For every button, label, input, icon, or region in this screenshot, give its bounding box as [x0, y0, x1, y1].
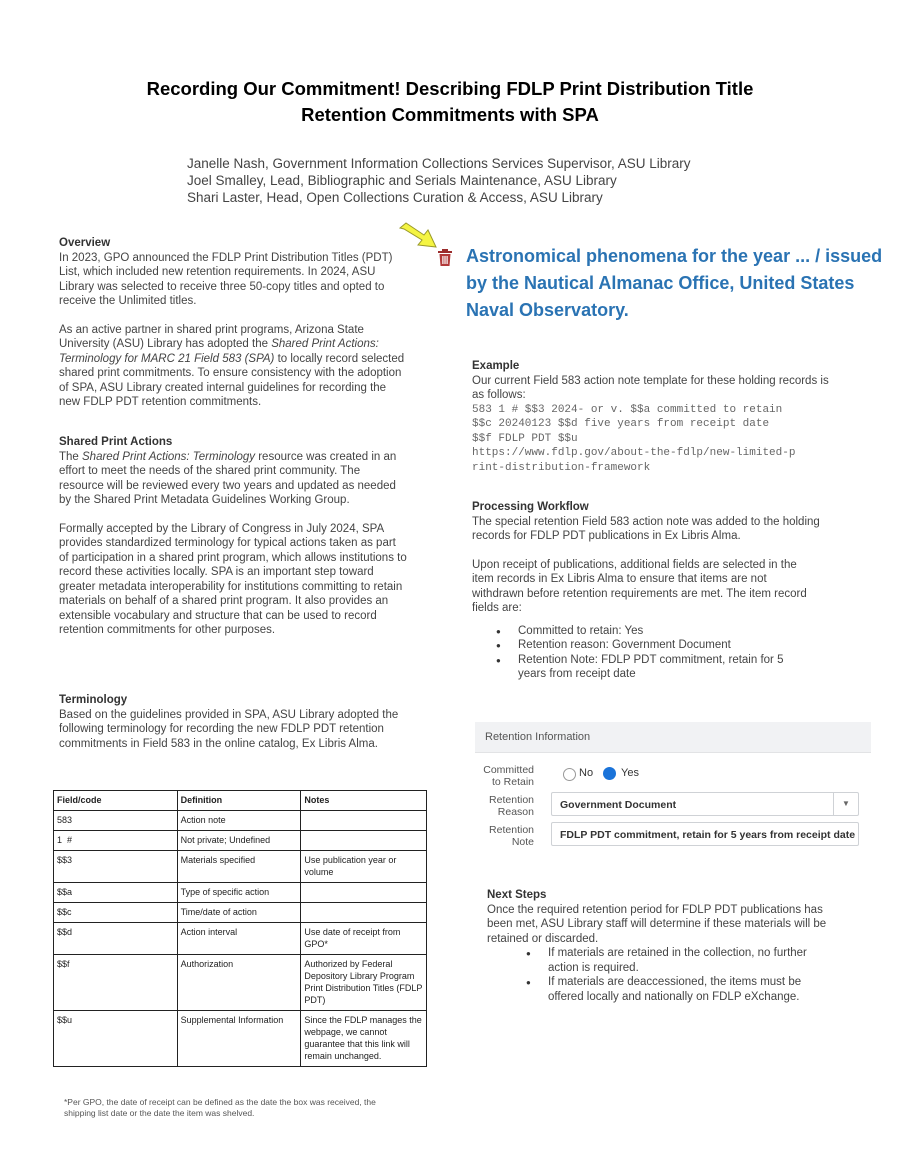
workflow-section [472, 500, 820, 682]
table-cell: Type of specific action [177, 883, 301, 903]
code-line: https://www.fdlp.gov/about-the-fdlp/new-limited-p [472, 447, 796, 459]
table-header: Definition [177, 791, 301, 811]
terminology-paragraph: Based on the guidelines provided in SPA, ASU Library adopted the following terminology for recording the new FDLP PDT retention commitments in Field 583 in the online catalog, Ex Libris Alma. [59, 708, 399, 750]
next-steps-list [487, 946, 818, 1004]
terminology-section [59, 693, 399, 765]
next-steps-heading: Next Steps [487, 889, 547, 901]
overview-heading: Overview [59, 237, 111, 249]
table-cell: Authorization [177, 955, 301, 1011]
catalog-record-title: Astronomical phenomena for the year ... / issued by the Nautical Almanac Office, United States Naval Observatory. [466, 246, 883, 320]
title-line-2: Retention Commitments with SPA [301, 104, 599, 125]
table-header-row [54, 791, 427, 811]
poster-title [60, 76, 840, 128]
workflow-paragraph-2: Upon receipt of publications, additional fields are selected in the item records in Ex Libris Alma to ensure that items are not withdrawn before retention requirements are met. The item record fields are: [472, 558, 807, 614]
radio-yes[interactable] [603, 767, 616, 780]
list-item: ● Retention reason: Government Document [518, 638, 808, 653]
title-line-1: Recording Our Commitment! Describing FDLP Print Distribution Title [146, 78, 754, 99]
author-2: Joel Smalley, Lead, Bibliographic and Serials Maintenance, ASU Library [187, 173, 617, 188]
overview-section [59, 236, 405, 424]
reason-label: Retention Reason [489, 794, 534, 818]
table-cell: Supplemental Information [177, 1011, 301, 1067]
code-line: $$f FDLP PDT $$u [472, 432, 578, 445]
note-label: Retention Note [489, 824, 534, 848]
table-row [54, 851, 427, 883]
field-583-template [472, 403, 832, 476]
radio-yes-label: Yes [621, 767, 639, 779]
table-cell [301, 883, 427, 903]
table-row [54, 1011, 427, 1067]
table-cell: Since the FDLP manages the webpage, we cannot guarantee that this link will remain unchanged. [301, 1011, 427, 1067]
author-1: Janelle Nash, Government Information Collections Services Supervisor, ASU Library [187, 156, 691, 171]
table-cell: Authorized by Federal Depository Library Program Print Distribution Titles (FDLP PDT) [301, 955, 427, 1011]
table-cell: Materials specified [177, 851, 301, 883]
list-item: ● If materials are retained in the collection, no further action is required. [548, 946, 818, 975]
example-paragraph: Our current Field 583 action note template for these holding records is as follows: [472, 374, 829, 401]
list-item: ● Committed to retain: Yes [518, 624, 808, 639]
overview-paragraph-2: As an active partner in shared print programs, Arizona State University (ASU) Library has adopted the Shared Print Actions: Terminology for MARC 21 Field 583 (SPA) to locally record selected shared print commitments. To ensure consistency with the adoption of SPA, ASU Library created internal guidelines for recording the new FDLP PDT retention commitments. [59, 323, 405, 408]
table-cell: $$a [54, 883, 178, 903]
workflow-heading: Processing Workflow [472, 501, 589, 513]
table-row [54, 831, 427, 851]
workflow-paragraph-1: The special retention Field 583 action note was added to the holding records for FDLP PDT publications in Ex Libris Alma. [472, 515, 820, 542]
retention-reason-select[interactable] [551, 792, 859, 816]
shared-print-paragraph-2: Formally accepted by the Library of Congress in July 2024, SPA provides standardized terminology for typical actions taken as part of participation in a shared print program, which allows institutions to record these activities locally. SPA is an important step toward greater metadata interoperability for institutions committing to retain materials on behalf of a shared print program. It also provides an extensible vocabulary and structure that can be used to record retention commitments for other purposes. [59, 522, 407, 636]
terminology-heading: Terminology [59, 694, 128, 706]
committed-label: Committed to Retain [483, 764, 534, 788]
footnote: *Per GPO, the date of receipt can be defined as the date the box was received, the shipping list date or the date the item was shelved. [64, 1097, 376, 1118]
retention-note-value: FDLP PDT commitment, retain for 5 years from receipt date [560, 829, 856, 841]
spa-title: Shared Print Actions: Terminology for MARC 21 Field 583 (SPA) [59, 338, 379, 365]
table-cell: $$c [54, 903, 178, 923]
retention-reason-value: Government Document [560, 799, 677, 811]
shared-print-section [59, 435, 407, 652]
table-row [54, 811, 427, 831]
code-line: 583 1 # $$3 2024- or v. $$a committed to retain [472, 403, 783, 416]
list-item: ● If materials are deaccessioned, the items must be offered locally and nationally on FDLP eXchange. [548, 975, 818, 1004]
table-row [54, 923, 427, 955]
table-row [54, 955, 427, 1011]
table-cell: $$f [54, 955, 178, 1011]
next-steps-section [487, 888, 827, 1004]
table-cell: Not private; Undefined [177, 831, 301, 851]
code-line: rint-distribution-framework [472, 461, 651, 474]
table-cell: Use date of receipt from GPO* [301, 923, 427, 955]
overview-paragraph-1: In 2023, GPO announced the FDLP Print Distribution Titles (PDT) List, which included new retention requirements. In 2024, ASU Library was selected to receive three 50-copy titles and opted to receive the Unlimited titles. [59, 251, 393, 307]
table-cell [301, 831, 427, 851]
retention-note-field[interactable] [551, 822, 859, 846]
author-3: Shari Laster, Head, Open Collections Curation & Access, ASU Library [187, 190, 603, 205]
code-line: $$c 20240123 $$d five years from receipt date [472, 418, 770, 430]
table-header: Notes [301, 791, 427, 811]
table-cell: $$d [54, 923, 178, 955]
shared-print-paragraph-1: The Shared Print Actions: Terminology resource was created in an effort to meet the needs of the shared print community. The resource will be reviewed every two years and updated as needed by the Shared Print Metadata Guidelines Working Group. [59, 450, 397, 506]
table-header: Field/code [54, 791, 178, 811]
table-cell: 1 # [54, 831, 178, 851]
example-heading: Example [472, 360, 520, 372]
table-cell: Action note [177, 811, 301, 831]
table-cell [301, 811, 427, 831]
terminology-table [53, 790, 427, 1067]
shared-print-heading: Shared Print Actions [59, 436, 173, 448]
retention-panel [475, 722, 871, 852]
trash-icon [437, 249, 453, 272]
table-row [54, 883, 427, 903]
author-list [187, 155, 690, 206]
arrow-icon [398, 222, 440, 257]
list-item: ● Retention Note: FDLP PDT commitment, retain for 5 years from receipt date [518, 653, 808, 682]
table-cell: Action interval [177, 923, 301, 955]
example-section [472, 359, 832, 475]
table-cell: 583 [54, 811, 178, 831]
chevron-down-icon[interactable]: ▼ [833, 793, 858, 815]
table-cell [301, 903, 427, 923]
retention-panel-header: Retention Information [475, 722, 871, 753]
radio-no[interactable] [563, 768, 576, 781]
table-cell: Time/date of action [177, 903, 301, 923]
next-steps-paragraph: Once the required retention period for FDLP PDT publications has been met, ASU Library staff will determine if these materials will be retained or discarded. [487, 903, 827, 945]
table-cell: $$u [54, 1011, 178, 1067]
item-fields-list [472, 624, 808, 682]
terminology-table-wrap [53, 790, 427, 1067]
table-cell: $$3 [54, 851, 178, 883]
spa-terminology-title: Shared Print Actions: Terminology [82, 450, 256, 463]
radio-no-label: No [579, 767, 594, 779]
table-row [54, 903, 427, 923]
table-cell: Use publication year or volume [301, 851, 427, 883]
